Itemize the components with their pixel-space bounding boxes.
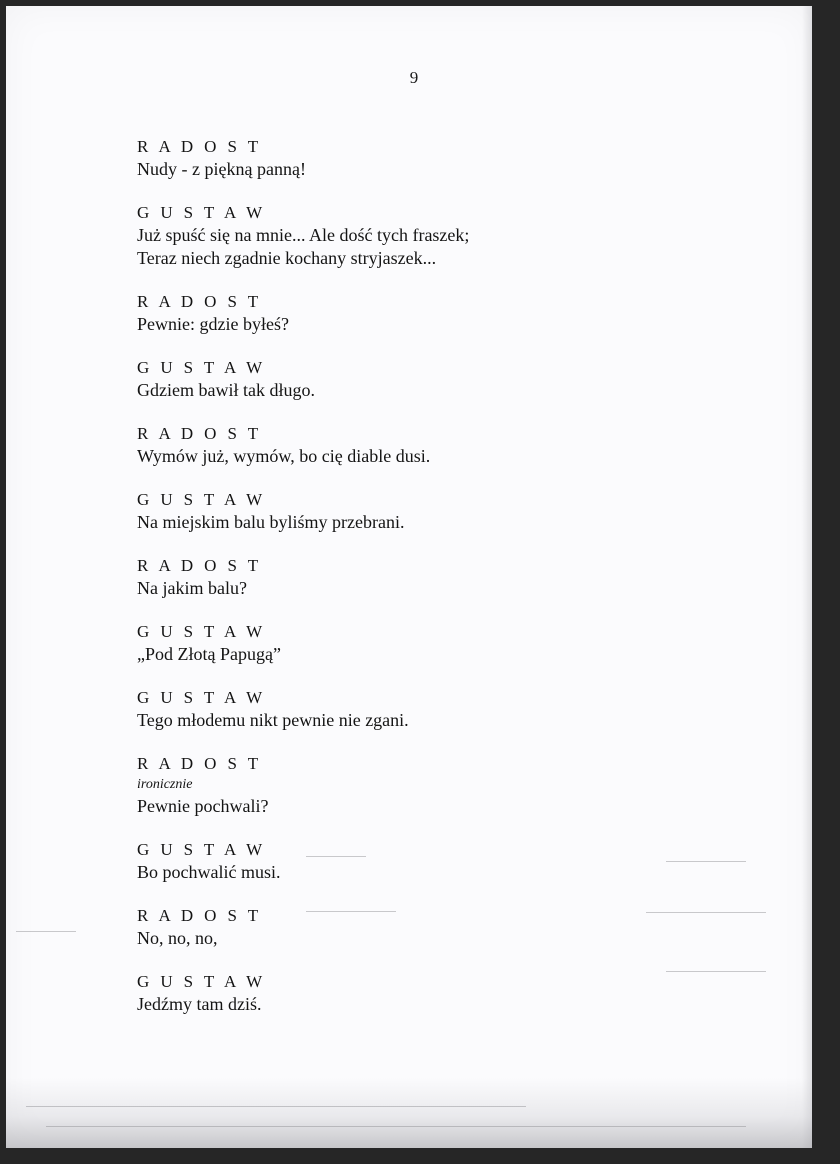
dialogue-line: Gdziem bawił tak długo. (137, 380, 315, 400)
speaker-name: G U S T A W (137, 622, 266, 641)
speaker-name: R A D O S T (137, 292, 262, 311)
dialogue-line: No, no, no, (137, 928, 218, 948)
dialogue-entry (137, 291, 737, 336)
speaker-name: R A D O S T (137, 556, 262, 575)
document-page (6, 6, 812, 1148)
speaker-name: G U S T A W (137, 972, 266, 991)
dialogue-entry (137, 555, 737, 600)
dialogue-line: Jedźmy tam dziś. (137, 994, 262, 1014)
page-number: 9 (409, 68, 419, 87)
speaker-name: R A D O S T (137, 137, 262, 156)
dialogue-line: Na miejskim balu byliśmy przebrani. (137, 512, 405, 532)
page-edge-shadow (802, 6, 812, 1148)
dialogue-entry (137, 971, 737, 1016)
scan-noise (306, 856, 366, 857)
dialogue-entry (137, 489, 737, 534)
dialogue-line: Pewnie pochwali? (137, 796, 269, 816)
dialogue-line: Bo pochwalić musi. (137, 862, 281, 882)
dialogue-entry (137, 202, 737, 270)
dialogue-entry (137, 136, 737, 181)
speaker-name: R A D O S T (137, 424, 262, 443)
dialogue-text (137, 136, 737, 1037)
dialogue-line: Nudy - z piękną panną! (137, 159, 306, 179)
dialogue-entry (137, 839, 737, 884)
dialogue-line: Teraz niech zgadnie kochany stryjaszek... (137, 248, 437, 268)
scan-noise (666, 971, 766, 972)
speaker-name: G U S T A W (137, 490, 266, 509)
dialogue-line: Na jakim balu? (137, 578, 247, 598)
dialogue-entry (137, 687, 737, 732)
speaker-name: G U S T A W (137, 203, 266, 222)
speaker-name: G U S T A W (137, 840, 266, 859)
dialogue-entry (137, 753, 737, 818)
dialogue-line: Pewnie: gdzie byłeś? (137, 314, 289, 334)
speaker-name: G U S T A W (137, 688, 266, 707)
scan-noise (26, 1106, 526, 1107)
scan-noise (306, 911, 396, 912)
dialogue-line: Już spuść się na mnie... Ale dość tych fraszek; (137, 225, 470, 245)
dialogue-line: Wymów już, wymów, bo cię diable dusi. (137, 446, 431, 466)
speaker-name: R A D O S T (137, 906, 262, 925)
dialogue-entry (137, 357, 737, 402)
scan-noise (666, 861, 746, 862)
scan-noise (646, 912, 766, 913)
speaker-name: G U S T A W (137, 358, 266, 377)
dialogue-line: „Pod Złotą Papugą” (137, 644, 281, 664)
speaker-name: R A D O S T (137, 754, 262, 773)
stage-direction: ironicznie (137, 777, 193, 792)
dialogue-entry (137, 423, 737, 468)
scan-noise (16, 931, 76, 932)
dialogue-line: Tego młodemu nikt pewnie nie zgani. (137, 710, 409, 730)
dialogue-entry (137, 621, 737, 666)
scan-noise (46, 1126, 746, 1127)
page-bottom-shadow (6, 1078, 812, 1148)
